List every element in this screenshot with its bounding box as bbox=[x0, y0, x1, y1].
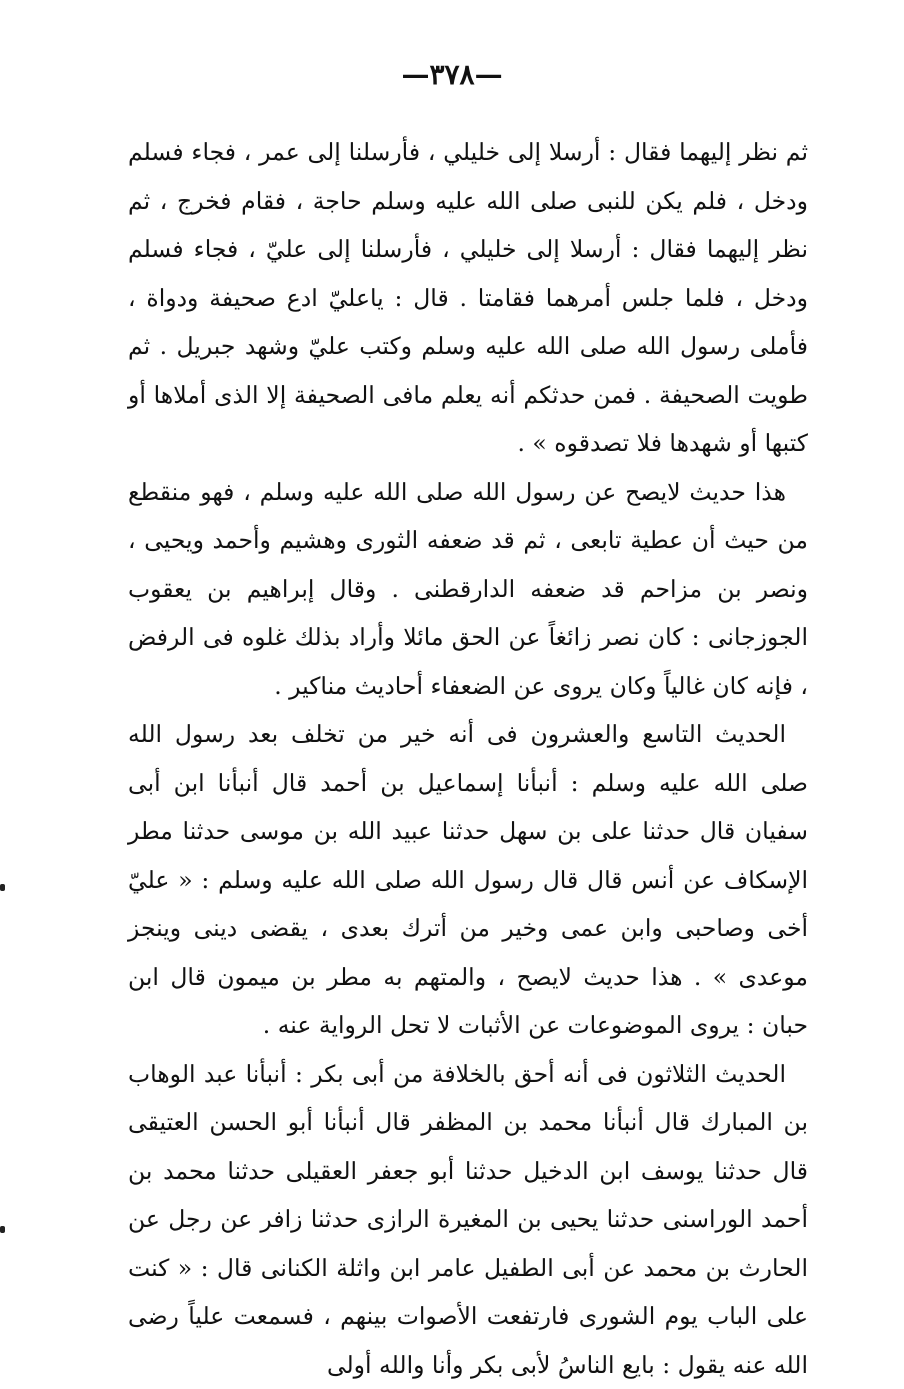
paragraph-hadith-29: الحديث التاسع والعشرون فى أنه خير من تخلف بعد رسول الله صلى الله عليه وسلم : أنبأنا إسماعيل بن أحمد قال أنبأنا ابن أبى سفيان قال حدثنا على بن سهل حدثنا عبيد الله بن موسى حدثنا مطر الإسكاف عن أنس قال قال رسول الله صلى الله عليه وسلم : « عليّ أخى وصاحبى وابن عمى وخير من أترك بعدى ، يقضى دينى وينجز موعدى » . هذا حديث لايصح ، والمتهم به مطر بن ميمون قال ابن حبان : يروى الموضوعات عن الأثبات لا تحل الرواية عنه . bbox=[128, 710, 808, 1050]
scan-speck bbox=[0, 1226, 5, 1233]
page-body bbox=[128, 128, 808, 1389]
scan-speck bbox=[0, 884, 5, 891]
page-number: —٣٧٨— bbox=[0, 58, 904, 91]
paragraph-hadith-continuation: ثم نظر إليهما فقال : أرسلا إلى خليلي ، فأرسلنا إلى عمر ، فجاء فسلم ودخل ، فلم يكن للنبى صلى الله عليه وسلم حاجة ، فقام فخرج ، ثم نظر إليهما فقال : أرسلا إلى خليلي ، فأرسلنا إلى عليّ ، فجاء فسلم ودخل ، فلما جلس أمرهما فقامتا . قال : ياعليّ ادع صحيفة ودواة ، فأملى رسول الله صلى الله عليه وسلم وكتب عليّ وشهد جبريل . ثم طويت الصحيفة . فمن حدثكم أنه يعلم مافى الصحيفة إلا الذى أملاها أو كتبها أو شهدها فلا تصدقوه » . bbox=[128, 128, 808, 468]
paragraph-commentary: هذا حديث لايصح عن رسول الله صلى الله عليه وسلم ، فهو منقطع من حيث أن عطية تابعى ، ثم قد ضعفه الثورى وهشيم وأحمد ويحيى ، ونصر بن مزاحم قد ضعفه الدارقطنى . وقال إبراهيم بن يعقوب الجوزجانى : كان نصر زائغاً عن الحق مائلا وأراد بذلك غلوه فى الرفض ، فإنه كان غالياً وكان يروى عن الضعفاء أحاديث مناكير . bbox=[128, 468, 808, 711]
paragraph-hadith-30: الحديث الثلاثون فى أنه أحق بالخلافة من أبى بكر : أنبأنا عبد الوهاب بن المبارك قال أنبأنا محمد بن المظفر قال أنبأنا أبو الحسن العتيقى قال حدثنا يوسف ابن الدخيل حدثنا أبو جعفر العقيلى حدثنا محمد بن أحمد الوراسنى حدثنا يحيى بن المغيرة الرازى حدثنا زافر عن رجل عن الحارث بن محمد عن أبى الطفيل عامر ابن واثلة الكنانى قال : « كنت على الباب يوم الشورى فارتفعت الأصوات بينهم ، فسمعت علياً رضى الله عنه يقول : بايع الناسُ لأبى بكر وأنا والله أولى bbox=[128, 1050, 808, 1389]
